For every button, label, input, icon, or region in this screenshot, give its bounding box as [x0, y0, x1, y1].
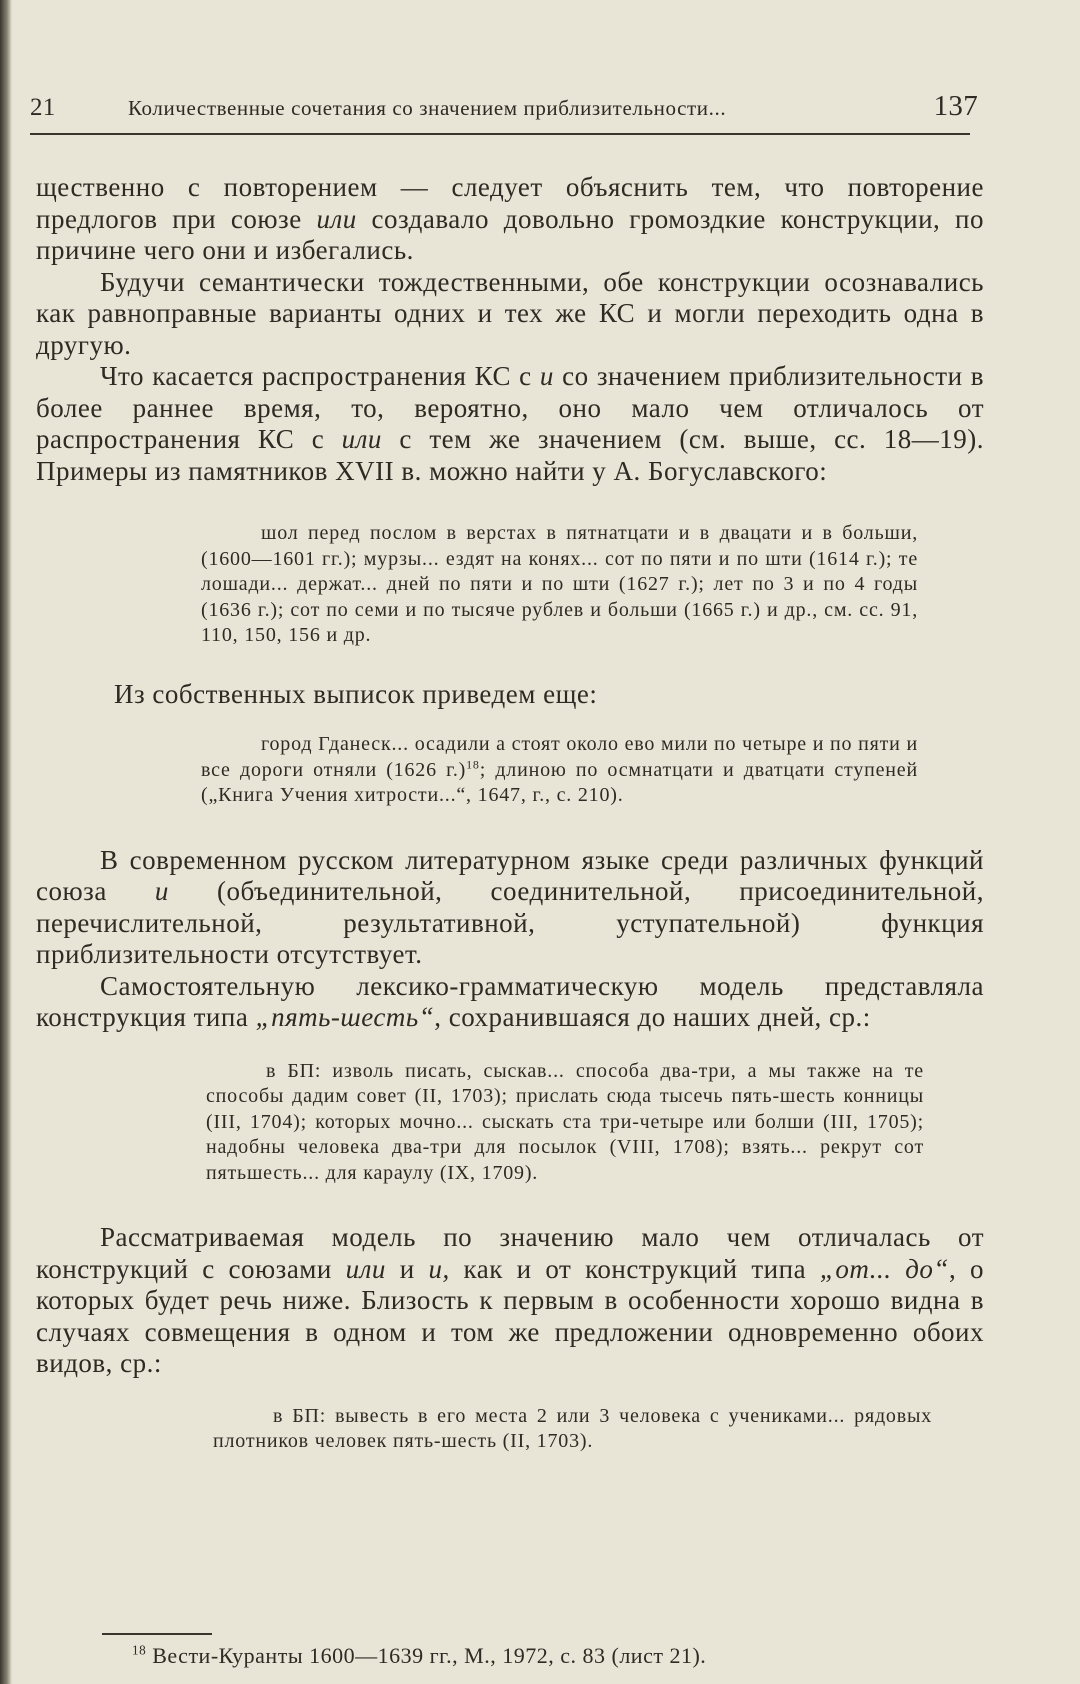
footnote: [132, 1643, 952, 1669]
quotation-3: в БП: изволь писать, сыскав... способа два-три, а мы также на те способы дадим совет (II, 1703); прислать сюда тысечь пять-шесть конницы (III, 1704); которых мочно... сыскать ста три-четыре или болши (III, 1705); надобны человека два-три для посылок (VIII, 1708); взять... рекрут сот пятьшесть... для караулу (IX, 1709).: [206, 1059, 924, 1184]
paragraph-5: В современном русском литературном языке среди различных функций союза и (объединительной, соединительной, присоединительной, перечислительной, результативной, уступательной) функция приблизительности отсутствует.: [36, 844, 984, 969]
paragraph-1: щественно с повторением — следует объяснить тем, что повторение предлогов при союзе или создавало довольно громоздкие конструкции, по причине чего они и избегались.: [36, 172, 984, 265]
paragraph-4: Из собственных выписок приведем еще:: [114, 678, 598, 709]
quotation-4: в БП: вывесть в его места 2 или 3 человека с учениками... рядовых плотников человек пять-шесть (II, 1703).: [213, 1404, 932, 1452]
quotation-2: город Гданеск... осадили а стоят около ево мили по четыре и по пяти и все дороги отняли (1626 г.)$^{18}$; длиною по осмнатцати и дватцати ступеней („Книга Учения хитрости...“, 1647, г., с. 210).: [201, 733, 918, 806]
footnote-text: Вести-Куранты 1600—1639 гг., М., 1972, с. 83 (лист 21).: [146, 1643, 707, 1668]
paragraph-7: Рассматриваемая модель по значению мало чем отличалась от конструкций с союзами или и и, как и от конструкций типа „от... до“, о которых будет речь ниже. Близость к первым в особенности хорошо видна в случаях совмещения в одном и том же предложении одновременно обоих видов, ср.:: [36, 1222, 985, 1378]
paragraph-3: Что касается распространения КС с и со значением приблизительности в более раннее время, то, вероятно, оно мало чем отличалось от распространения КС с или с тем же значением (см. выше, сс. 18—19). Примеры из памятников XVII в. можно найти у А. Богуславского:: [36, 361, 984, 486]
page-body: [36, 172, 984, 1455]
header-rule: [30, 133, 970, 135]
footnote-rule: [102, 1633, 212, 1635]
quotation-1: шол перед послом в верстах в пятнатцати и в двацати и в больши, (1600—1601 гг.); мурзы... ездят на конях... сот по пяти и по шти (1614 г.); те лошади... держат... дней по пяти и по шти (1627 г.); лет по 3 и по 4 годы (1636 г.); сот по семи и по тысяче рублев и больши (1665 г.) и др., см. сс. 91, 110, 150, 156 и др.: [201, 522, 918, 646]
footnote-ref[interactable]: 18: [466, 756, 480, 771]
paragraph-2: Будучи семантически тождественными, обе конструкции осознавались как равноправные варианты одних и тех же КС и могли переходить одна в другую.: [36, 266, 984, 360]
chapter-number: 21: [30, 94, 56, 121]
paragraph-6: Самостоятельную лексико-грамматическую модель представляла конструкция типа „пять-шесть“, сохранившаяся до наших дней, ср.:: [36, 970, 984, 1032]
running-title: Количественные сочетания со значением приблизительности...: [128, 96, 727, 120]
footnote-marker: 18: [132, 1642, 147, 1658]
page-number: 137: [933, 90, 978, 122]
running-header: [30, 88, 978, 128]
page-binding-shadow: [0, 0, 12, 1684]
